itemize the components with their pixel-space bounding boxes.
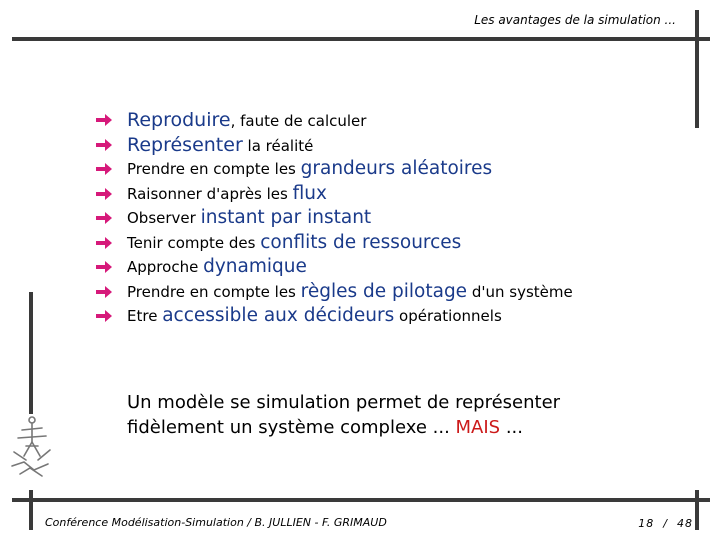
top-rule: [12, 37, 710, 41]
summary-warning: MAIS: [455, 417, 501, 438]
bullet-text: Prendre en compte les: [127, 160, 301, 178]
footer-conference-text: Conférence Modélisation-Simulation / B. JULLIEN - F. GRIMAUD: [45, 516, 387, 529]
page-current: 18: [638, 517, 655, 530]
left-vertical-bar: [29, 292, 33, 414]
list-item: [95, 157, 573, 182]
bullet-text: , faute de calculer: [230, 112, 367, 130]
right-arrow-icon: [95, 211, 113, 225]
bullet-text: Tenir compte des: [127, 233, 261, 252]
bullet-text: Etre: [127, 307, 163, 325]
list-item: [95, 108, 573, 133]
bullet-highlight: Représenter: [127, 133, 243, 156]
list-item: [95, 280, 573, 305]
summary-line-2: [127, 415, 560, 440]
bullet-text: Observer: [127, 209, 201, 227]
bullet-text: Approche: [127, 258, 204, 276]
bullet-highlight: flux: [292, 182, 327, 204]
bullet-highlight: conflits de ressources: [260, 231, 462, 253]
page-number: [638, 517, 693, 530]
summary-paragraph: [127, 390, 560, 440]
page-total: 48: [677, 517, 693, 530]
bullet-highlight: instant par instant: [200, 207, 372, 228]
right-arrow-icon: [95, 187, 113, 201]
bullet-highlight: accessible aux décideurs: [162, 305, 395, 326]
bottom-left-tick: [29, 490, 33, 530]
list-item: [95, 304, 573, 329]
bullet-highlight: Reproduire: [127, 109, 231, 131]
list-item: [95, 182, 573, 207]
right-arrow-icon: [95, 309, 113, 323]
bullet-text: Raisonner d'après les: [127, 184, 293, 203]
right-vertical-bar: [695, 10, 699, 128]
right-arrow-icon: [95, 236, 113, 250]
list-item: [95, 206, 573, 231]
bullet-highlight: dynamique: [203, 256, 307, 277]
bullet-text: la réalité: [242, 136, 314, 155]
summary-line-1: Un modèle se simulation permet de représenter: [127, 392, 561, 413]
page-separator: /: [663, 517, 668, 530]
bullet-highlight: règles de pilotage: [300, 280, 468, 302]
right-arrow-icon: [95, 162, 113, 176]
advantages-list: [95, 108, 573, 329]
list-item: [95, 231, 573, 256]
bottom-right-tick: [695, 490, 699, 530]
bottom-rule: [12, 498, 710, 502]
summary-line-2-start: fidèlement un système complexe ...: [127, 417, 456, 438]
right-arrow-icon: [95, 138, 113, 152]
summary-line-2-end: ...: [500, 417, 523, 438]
bullet-highlight: grandeurs aléatoires: [300, 158, 493, 179]
list-item: [95, 133, 573, 158]
right-arrow-icon: [95, 285, 113, 299]
bullet-text: Prendre en compte les: [127, 282, 301, 301]
slide-header-title: Les avantages de la simulation ...: [474, 13, 676, 27]
right-arrow-icon: [95, 113, 113, 127]
bullet-text: d'un système: [467, 282, 573, 301]
right-arrow-icon: [95, 260, 113, 274]
list-item: [95, 255, 573, 280]
stick-figure-logo: [4, 412, 56, 482]
bullet-text: opérationnels: [394, 307, 502, 325]
